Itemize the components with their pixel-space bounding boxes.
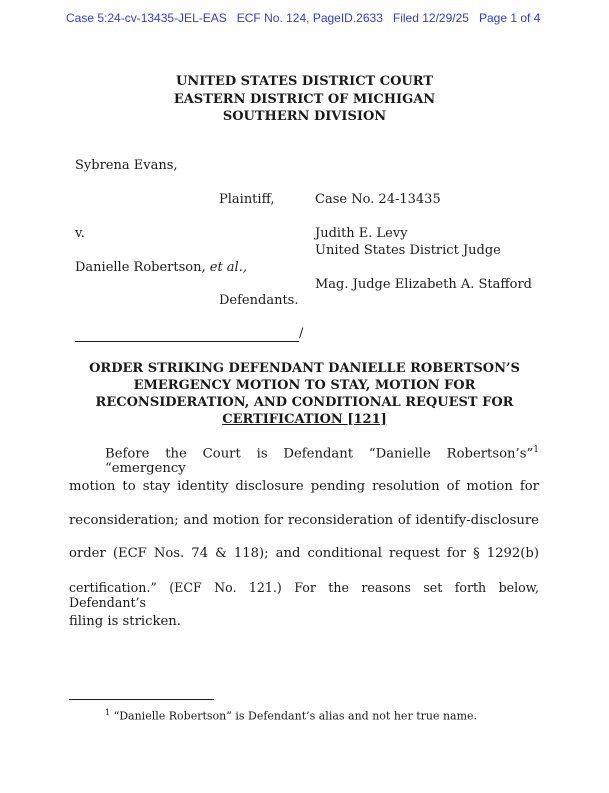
footnote-text: “Danielle Robertson” is Defendant’s alias and not her true name.: [110, 709, 478, 723]
court-name: UNITED STATES DISTRICT COURT: [175, 74, 433, 89]
order-title: [70, 360, 539, 428]
defendant-name: [75, 260, 247, 275]
magistrate-judge: Mag. Judge Elizabeth A. Stafford: [315, 277, 532, 292]
order-title-line: RECONSIDERATION, AND CONDITIONAL REQUEST FOR: [95, 395, 514, 410]
caption-rule: [75, 341, 299, 342]
defendant-name-text: Danielle Robertson,: [75, 260, 206, 275]
page-id: PageID.2633: [312, 11, 383, 25]
court-district: EASTERN DISTRICT OF MICHIGAN: [173, 91, 436, 107]
footnote-number: 1: [105, 708, 111, 717]
defendant-role: Defendants.: [219, 293, 299, 308]
order-title-line: CERTIFICATION [121]: [222, 412, 387, 427]
ecf-number: ECF No. 124,: [236, 11, 310, 25]
ecf-header: [66, 11, 540, 25]
footnote-rule: [69, 699, 214, 700]
plaintiff-role: Plaintiff,: [219, 192, 275, 207]
page-count: Page 1 of 4: [478, 11, 541, 25]
body-paragraph-line: [105, 445, 539, 476]
body-text: “emergency: [105, 461, 186, 477]
court-division: SOUTHERN DIVISION: [222, 109, 387, 124]
case-number: Case No. 24-13435: [315, 192, 441, 207]
court-heading: [0, 73, 609, 126]
body-paragraph-line: certification.” (ECF No. 121.) For the reasons set forth below, Defendant’s: [69, 580, 539, 610]
defendant-etal: et al.,: [209, 260, 247, 275]
body-paragraph-line: motion to stay identity disclosure pending resolution of motion for: [69, 479, 539, 494]
body-text: Before the Court is Defendant “Danielle Robertson’s”: [105, 446, 534, 462]
case-reference: Case 5:24-cv-13435-JEL-EAS: [66, 11, 227, 25]
order-title-line: EMERGENCY MOTION TO STAY, MOTION FOR: [133, 378, 476, 393]
body-paragraph-line: order (ECF Nos. 74 & 118); and conditional request for § 1292(b): [69, 546, 539, 561]
plaintiff-name: Sybrena Evans,: [75, 158, 178, 173]
versus: v.: [75, 226, 85, 241]
footnote: [105, 708, 477, 723]
filed-date: Filed 12/29/25: [392, 11, 469, 25]
body-paragraph-line: filing is stricken.: [69, 614, 181, 629]
judge-name: Judith E. Levy: [315, 226, 408, 241]
judge-title: United States District Judge: [315, 243, 501, 258]
caption-rule-slash: /: [299, 326, 304, 341]
order-title-line: ORDER STRIKING DEFENDANT DANIELLE ROBERTSON’S: [89, 361, 520, 376]
body-paragraph-line: reconsideration; and motion for reconsideration of identify-disclosure: [69, 513, 539, 528]
footnote-reference: 1: [533, 445, 539, 455]
